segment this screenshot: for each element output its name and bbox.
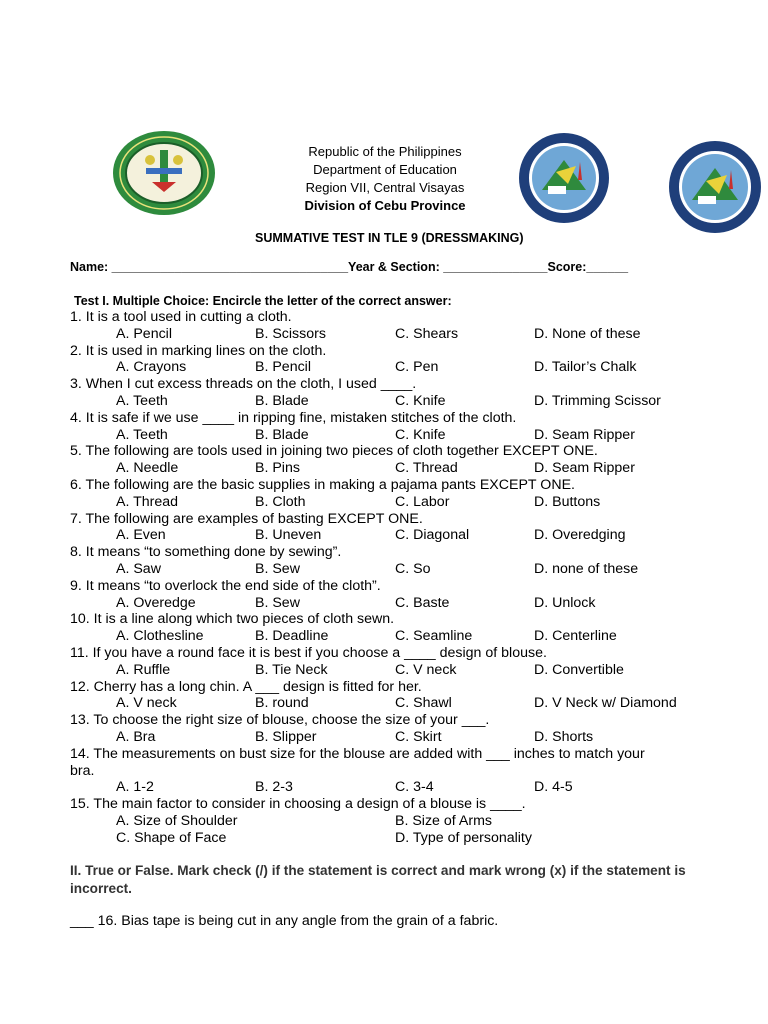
choice-c: C. Labor bbox=[395, 493, 450, 510]
choice-a: A. Even bbox=[116, 527, 166, 544]
choice-row bbox=[70, 729, 760, 746]
question-text: 8. It means “to something done by sewing”. bbox=[70, 544, 342, 561]
choice-row bbox=[70, 813, 760, 830]
choice-row bbox=[70, 359, 760, 376]
choice-row bbox=[70, 662, 760, 679]
choice-b: B. round bbox=[255, 695, 309, 712]
header-republic: Republic of the Philippines bbox=[308, 144, 462, 159]
choice-row bbox=[70, 460, 760, 477]
student-info-line: Name: __________________________________Year & Section: _______________Score:______ bbox=[70, 260, 629, 274]
section1-heading: Test I. Multiple Choice: Encircle the letter of the correct answer: bbox=[74, 294, 452, 308]
choice-b: B. Sew bbox=[255, 560, 300, 577]
choice-d: D. Unlock bbox=[534, 594, 596, 611]
choice-a: A. Teeth bbox=[116, 392, 168, 409]
choice-d: D. Trimming Scissor bbox=[534, 392, 661, 409]
choice-a: A. Overedge bbox=[116, 594, 196, 611]
choice-d: D. Centerline bbox=[534, 628, 617, 645]
true-false-item: ___ 16. Bias tape is being cut in any angle from the grain of a fabric. bbox=[70, 913, 499, 929]
choice-row bbox=[70, 779, 760, 796]
choice-d: D. Shorts bbox=[534, 728, 594, 745]
choice-row bbox=[70, 595, 760, 612]
header-department: Department of Education bbox=[313, 162, 457, 177]
choice-row bbox=[70, 561, 760, 578]
choice-row bbox=[70, 830, 760, 847]
choice-d: D. None of these bbox=[534, 325, 641, 342]
question-text: 5. The following are tools used in joining two pieces of cloth together EXCEPT ONE. bbox=[70, 443, 598, 460]
choice-c: C. Shears bbox=[395, 325, 459, 342]
choice-c: C. Seamline bbox=[395, 628, 473, 645]
choice-d: D. Buttons bbox=[534, 493, 601, 510]
choice-b: B. Blade bbox=[255, 392, 309, 409]
header-region: Region VII, Central Visayas bbox=[305, 180, 465, 195]
choice-c: C. Skirt bbox=[395, 728, 442, 745]
school-seal bbox=[112, 130, 216, 216]
choice-b: B. Sew bbox=[255, 594, 300, 611]
choice-a: A. Needle bbox=[116, 460, 179, 477]
question-text: 6. The following are the basic supplies in making a pajama pants EXCEPT ONE. bbox=[70, 476, 575, 493]
choice-d: D. Tailor’s Chalk bbox=[534, 359, 637, 376]
question-text: 10. It is a line along which two pieces of cloth sewn. bbox=[70, 611, 395, 628]
question-text: 11. If you have a round face it is best if you choose a ____ design of blouse. bbox=[70, 644, 547, 661]
choice-row bbox=[70, 695, 760, 712]
choice-b: B. Uneven bbox=[255, 527, 322, 544]
question-text: 2. It is used in marking lines on the cloth. bbox=[70, 342, 327, 359]
question-text: 3. When I cut excess threads on the cloth, I used ____. bbox=[70, 376, 417, 393]
choice-c: C. Pen bbox=[395, 359, 439, 376]
choice-a: A. Clothesline bbox=[116, 628, 204, 645]
choice-row bbox=[70, 527, 760, 544]
choice-b: B. Blade bbox=[255, 426, 309, 443]
choice-a: A. Bra bbox=[116, 728, 156, 745]
division-seal bbox=[518, 132, 610, 224]
choice-a: A. Thread bbox=[116, 493, 179, 510]
choice-b: B. Deadline bbox=[255, 628, 329, 645]
question-text: 15. The main factor to consider in choosing a design of a blouse is ____. bbox=[70, 796, 526, 813]
question-text: 4. It is safe if we use ____ in ripping fine, mistaken stitches of the cloth. bbox=[70, 409, 517, 426]
choice-row bbox=[70, 393, 760, 410]
question-text-continued: bra. bbox=[70, 762, 95, 779]
choice-c: C. Thread bbox=[395, 460, 458, 477]
question-text: 13. To choose the right size of blouse, choose the size of your ___. bbox=[70, 712, 490, 729]
question-text: 9. It means “to overlock the end side of the cloth”. bbox=[70, 577, 381, 594]
choice-c: C. Shape of Face bbox=[116, 829, 227, 846]
choice-b: B. Pins bbox=[255, 460, 300, 477]
choice-c: C. 3-4 bbox=[395, 779, 434, 796]
test-title: SUMMATIVE TEST IN TLE 9 (DRESSMAKING) bbox=[255, 231, 524, 245]
question-text: 12. Cherry has a long chin. A ___ design is fitted for her. bbox=[70, 678, 422, 695]
question-text: 14. The measurements on bust size for the blouse are added with ___ inches to match your bbox=[70, 745, 645, 762]
choice-d: D. Convertible bbox=[534, 661, 624, 678]
choice-a: A. 1-2 bbox=[116, 779, 154, 796]
choice-c: C. Knife bbox=[395, 392, 446, 409]
choice-b: B. Scissors bbox=[255, 325, 326, 342]
choice-b: B. Size of Arms bbox=[395, 812, 492, 829]
section2-heading: II. True or False. Mark check (/) if the statement is correct and mark wrong (x) if the statement is incorrect. bbox=[70, 863, 686, 896]
choice-c: C. Baste bbox=[395, 594, 450, 611]
question-list bbox=[70, 309, 760, 847]
choice-a: A. Ruffle bbox=[116, 661, 171, 678]
choice-a: A. Pencil bbox=[116, 325, 172, 342]
choice-c: C. Knife bbox=[395, 426, 446, 443]
choice-c: C. Diagonal bbox=[395, 527, 470, 544]
choice-d: D. Seam Ripper bbox=[534, 426, 635, 443]
document-header bbox=[240, 143, 530, 215]
choice-b: B. Cloth bbox=[255, 493, 306, 510]
choice-a: A. Size of Shoulder bbox=[116, 812, 238, 829]
choice-row bbox=[70, 494, 760, 511]
choice-b: B. Slipper bbox=[255, 728, 317, 745]
choice-d: D. none of these bbox=[534, 560, 639, 577]
division-seal-duplicate bbox=[668, 140, 762, 234]
choice-d: D. V Neck w/ Diamond bbox=[534, 695, 677, 712]
choice-c: C. V neck bbox=[395, 661, 457, 678]
choice-b: B. Tie Neck bbox=[255, 661, 328, 678]
question-text: 1. It is a tool used in cutting a cloth. bbox=[70, 309, 292, 325]
choice-c: C. So bbox=[395, 560, 431, 577]
choice-a: A. V neck bbox=[116, 695, 177, 712]
choice-b: B. Pencil bbox=[255, 359, 311, 376]
question-text: 7. The following are examples of basting EXCEPT ONE. bbox=[70, 510, 423, 527]
choice-d: D. Seam Ripper bbox=[534, 460, 635, 477]
choice-row bbox=[70, 427, 760, 444]
choice-a: A. Crayons bbox=[116, 359, 187, 376]
choice-a: A. Saw bbox=[116, 560, 161, 577]
choice-row bbox=[70, 326, 760, 343]
choice-d: D. Overedging bbox=[534, 527, 626, 544]
choice-b: B. 2-3 bbox=[255, 779, 293, 796]
choice-d: D. 4-5 bbox=[534, 779, 573, 796]
header-division: Division of Cebu Province bbox=[304, 198, 466, 213]
choice-a: A. Teeth bbox=[116, 426, 168, 443]
choice-c: C. Shawl bbox=[395, 695, 452, 712]
choice-d: D. Type of personality bbox=[395, 829, 532, 846]
choice-row bbox=[70, 628, 760, 645]
